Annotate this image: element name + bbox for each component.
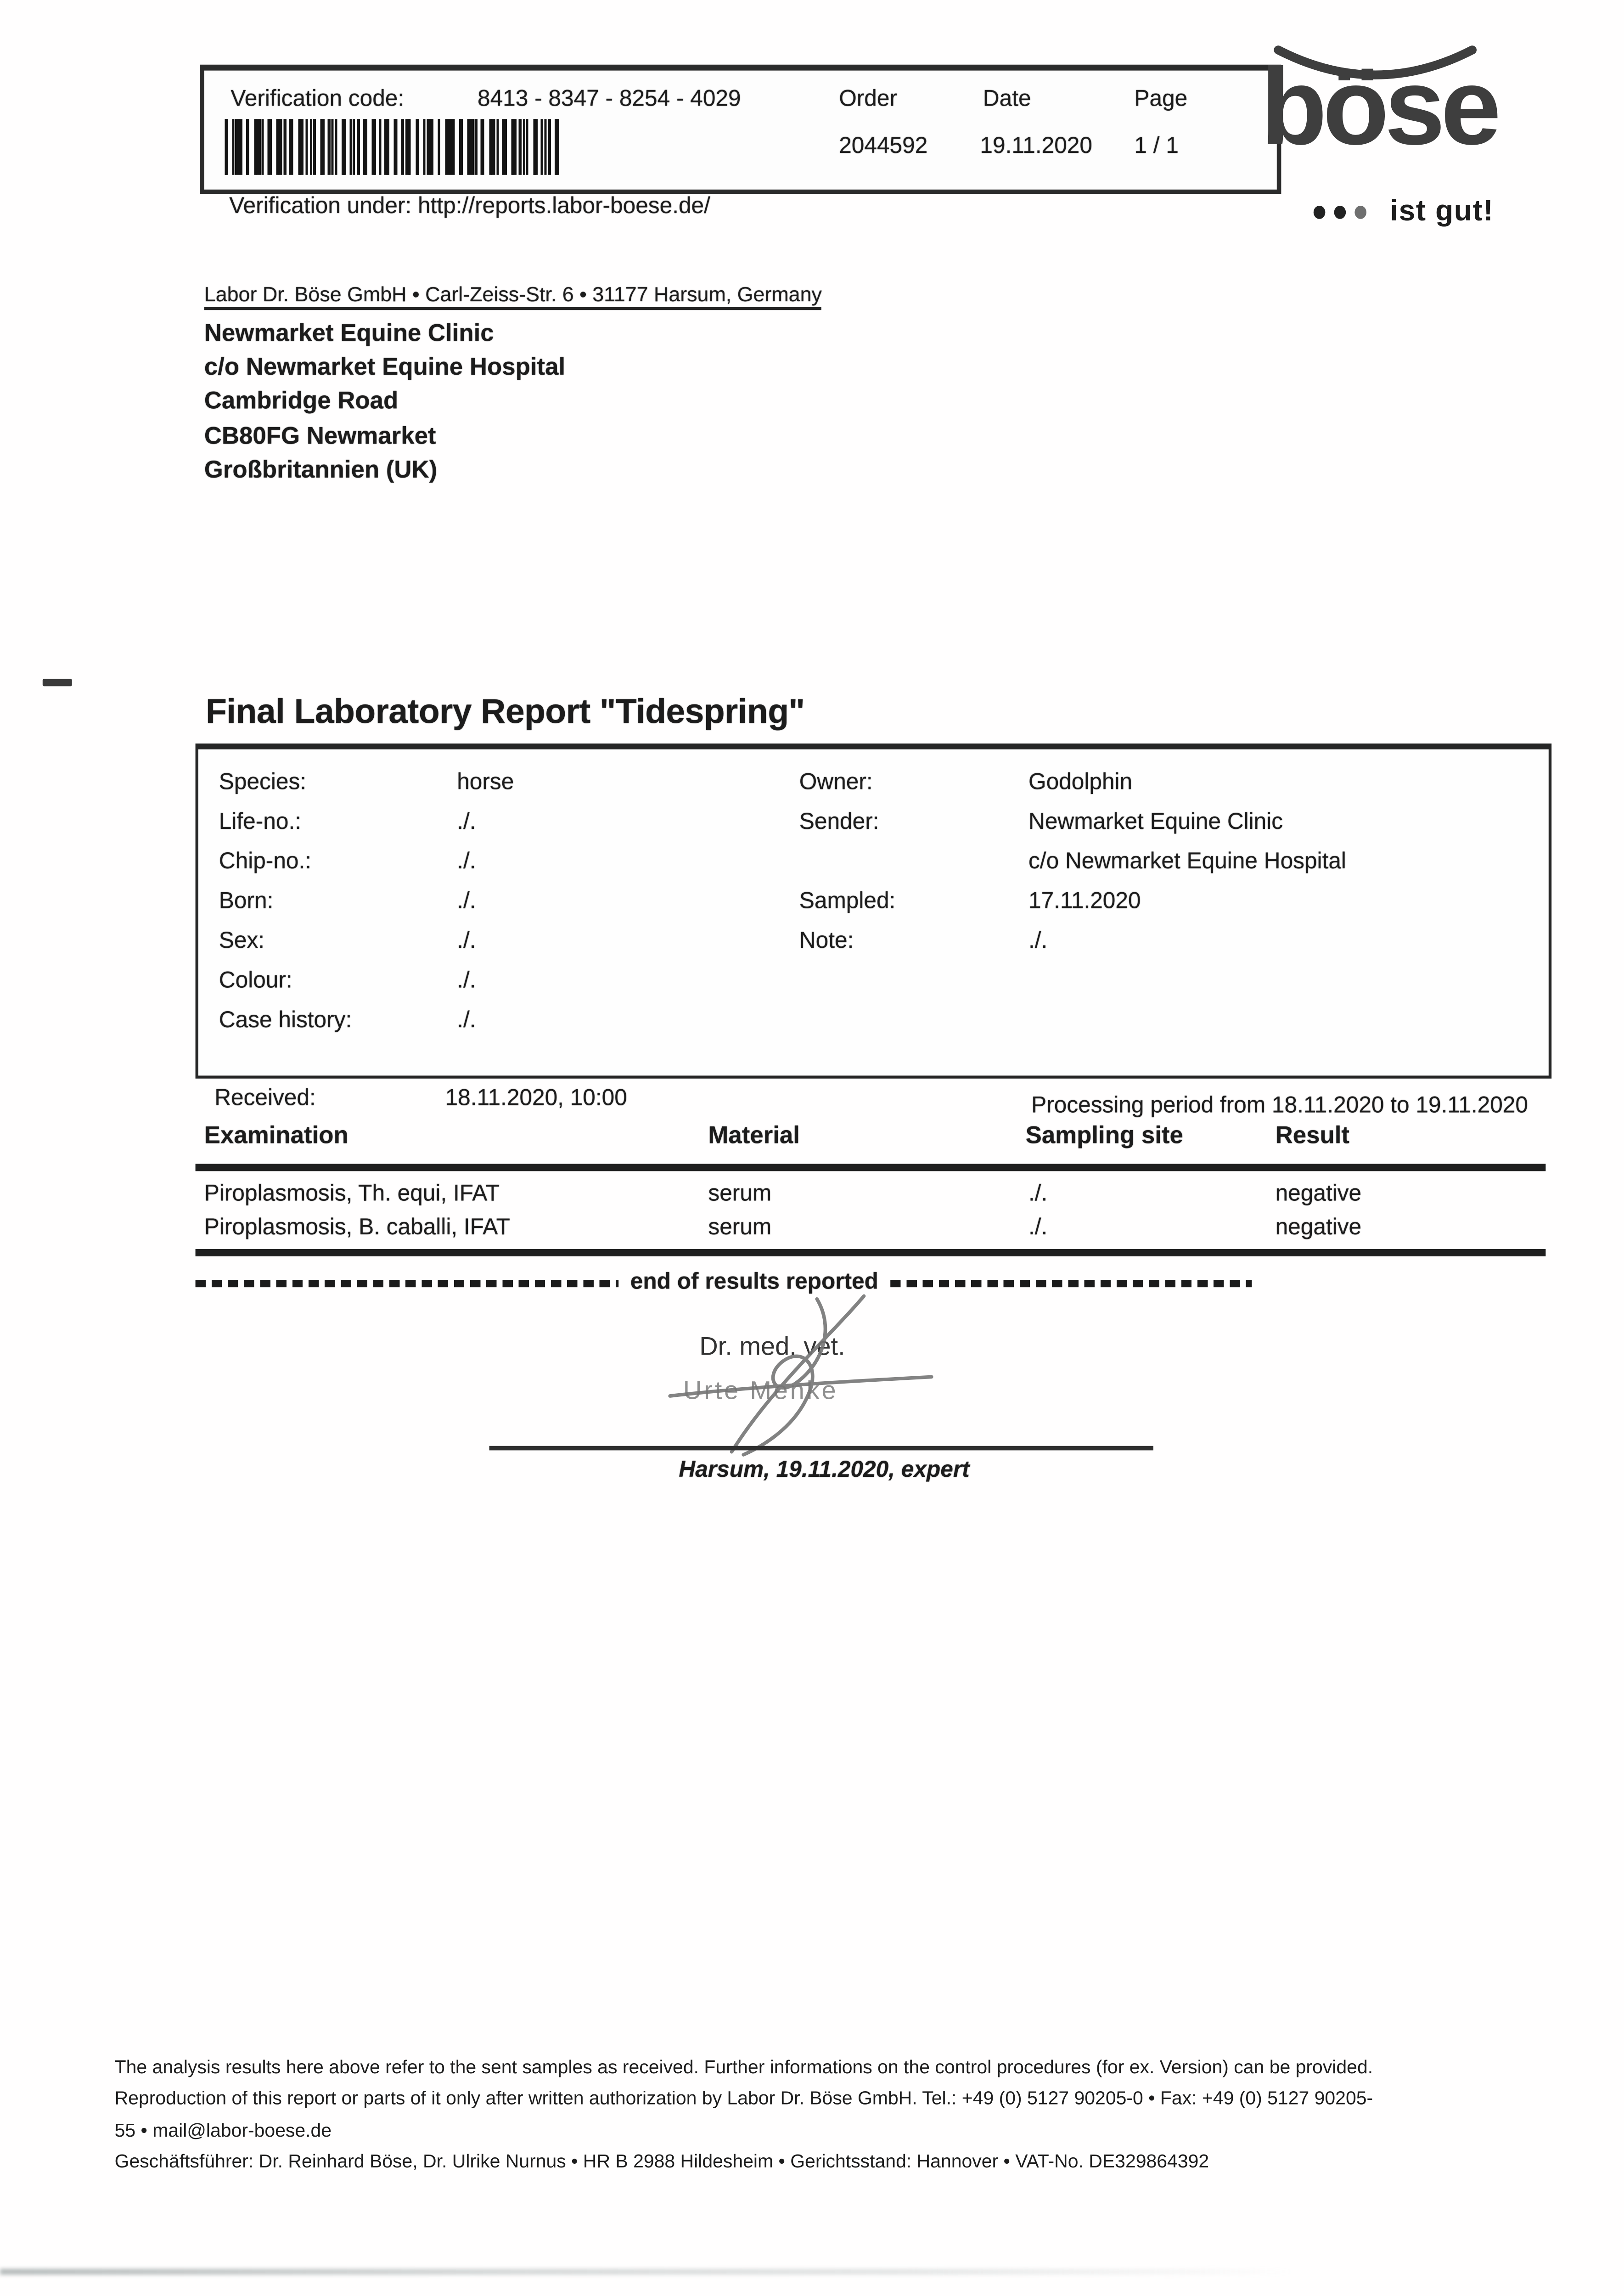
results-header-row bbox=[196, 1123, 1546, 1151]
examination-value: Piroplasmosis, B. caballi, IFAT bbox=[204, 1215, 510, 1240]
verification-url-line: Verification under: http://reports.labor-boese.de/ bbox=[229, 194, 710, 219]
tagline-text: ist gut! bbox=[1390, 195, 1494, 228]
smile-icon bbox=[1272, 35, 1478, 94]
fold-mark bbox=[43, 679, 72, 686]
footer bbox=[115, 2051, 1496, 2177]
detail-value: 17.11.2020 bbox=[1028, 889, 1141, 914]
signature-name: Urte Menke bbox=[683, 1375, 838, 1405]
dash-segment bbox=[890, 1279, 1252, 1287]
date-label: Date bbox=[983, 86, 1031, 112]
detail-value: ./. bbox=[457, 1008, 476, 1033]
column-header-result: Result bbox=[1275, 1122, 1349, 1149]
sender-return-line: Labor Dr. Böse GmbH • Carl-Zeiss-Str. 6 • 31177 Harsum, Germany bbox=[204, 282, 822, 310]
logo-tagline bbox=[1314, 196, 1494, 230]
detail-label: Life-no.: bbox=[219, 810, 302, 835]
signature-rule bbox=[489, 1446, 1153, 1451]
barcode-icon bbox=[225, 119, 560, 175]
signature-scribble-icon bbox=[644, 1293, 982, 1467]
scan-smudge bbox=[0, 2269, 1293, 2275]
detail-value: ./. bbox=[457, 810, 476, 835]
detail-value: ./. bbox=[457, 849, 476, 874]
logo-wordmark: böse bbox=[1260, 45, 1497, 168]
dash-segment bbox=[196, 1279, 619, 1287]
lab-logo bbox=[1260, 45, 1555, 229]
detail-label: Owner: bbox=[799, 770, 873, 795]
column-header-sampling-site: Sampling site bbox=[1025, 1122, 1183, 1149]
end-of-results-text: end of results reported bbox=[630, 1269, 878, 1295]
detail-value: c/o Newmarket Equine Hospital bbox=[1028, 849, 1346, 874]
footer-line: Geschäftsführer: Dr. Reinhard Böse, Dr. Ulrike Nurnus • HR B 2988 Hildesheim • Gerichtsstand: Hannover • VAT-No. DE329864392 bbox=[114, 2150, 1209, 2172]
address-line: Newmarket Equine Clinic bbox=[204, 320, 494, 347]
signature-degree: Dr. med. vet. bbox=[699, 1331, 845, 1361]
footer-line: 55 • mail@labor-boese.de bbox=[114, 2118, 332, 2141]
detail-label: Species: bbox=[219, 770, 307, 795]
examination-value: Piroplasmosis, Th. equi, IFAT bbox=[204, 1181, 500, 1207]
address-line: CB80FG Newmarket bbox=[204, 422, 436, 449]
verification-box bbox=[200, 65, 1281, 194]
detail-label: Note: bbox=[799, 929, 854, 954]
detail-label: Sex: bbox=[219, 929, 265, 954]
material-value: serum bbox=[708, 1215, 772, 1240]
detail-label: Sender: bbox=[799, 810, 879, 835]
footer-line: The analysis results here above refer to the sent samples as received. Further informations on the control procedures (for ex. Version) can be provided. bbox=[114, 2055, 1373, 2078]
received-label: Received: bbox=[214, 1086, 316, 1111]
end-of-results-line bbox=[196, 1270, 1546, 1296]
detail-label: Colour: bbox=[219, 968, 292, 994]
result-value: negative bbox=[1275, 1181, 1362, 1207]
tagline-dot-icon bbox=[1334, 206, 1346, 219]
column-header-material: Material bbox=[708, 1122, 800, 1149]
column-header-examination: Examination bbox=[204, 1122, 348, 1149]
order-label: Order bbox=[839, 86, 897, 112]
detail-label: Born: bbox=[219, 889, 274, 914]
detail-value: Newmarket Equine Clinic bbox=[1028, 810, 1283, 835]
result-row bbox=[196, 1182, 1546, 1208]
report-title: Final Laboratory Report "Tidespring" bbox=[206, 692, 805, 731]
tagline-dot-icon bbox=[1354, 206, 1366, 219]
footer-line: Reproduction of this report or parts of it only after written authorization by Labor Dr. Böse GmbH. Tel.: +49 (0) 5127 90205-0 • Fax: +49 (0) 5127 90205- bbox=[114, 2087, 1373, 2110]
detail-value: ./. bbox=[457, 968, 476, 994]
detail-value: Godolphin bbox=[1028, 770, 1133, 795]
sampling-site-value: ./. bbox=[1028, 1215, 1048, 1240]
detail-value: ./. bbox=[1028, 929, 1048, 954]
tagline-dot-icon bbox=[1314, 206, 1326, 219]
table-rule-top bbox=[196, 1164, 1546, 1170]
material-value: serum bbox=[708, 1181, 772, 1207]
page-label: Page bbox=[1134, 86, 1188, 112]
detail-value: ./. bbox=[457, 889, 476, 914]
page-value: 1 / 1 bbox=[1134, 134, 1179, 159]
processing-period: Processing period from 18.11.2020 to 19.11.2020 bbox=[1031, 1093, 1528, 1119]
detail-label: Sampled: bbox=[799, 889, 896, 914]
received-value: 18.11.2020, 10:00 bbox=[445, 1086, 627, 1111]
result-row bbox=[196, 1215, 1546, 1242]
detail-label: Chip-no.: bbox=[219, 849, 312, 874]
address-line: Cambridge Road bbox=[204, 388, 399, 415]
sampling-site-value: ./. bbox=[1028, 1181, 1048, 1207]
detail-value: horse bbox=[457, 770, 514, 795]
detail-label: Case history: bbox=[219, 1008, 352, 1033]
address-line: Großbritannien (UK) bbox=[204, 456, 438, 484]
recipient-address bbox=[204, 317, 565, 488]
verification-code-value: 8413 - 8347 - 8254 - 4029 bbox=[478, 86, 741, 112]
table-rule-bottom bbox=[196, 1249, 1546, 1255]
animal-details-box bbox=[196, 743, 1552, 1079]
date-value: 19.11.2020 bbox=[980, 134, 1092, 159]
place-date-line: Harsum, 19.11.2020, expert bbox=[679, 1458, 970, 1483]
result-value: negative bbox=[1275, 1215, 1362, 1240]
verification-code-label: Verification code: bbox=[230, 86, 405, 112]
address-line: c/o Newmarket Equine Hospital bbox=[204, 354, 566, 381]
detail-value: ./. bbox=[457, 929, 476, 954]
order-value: 2044592 bbox=[839, 134, 928, 159]
